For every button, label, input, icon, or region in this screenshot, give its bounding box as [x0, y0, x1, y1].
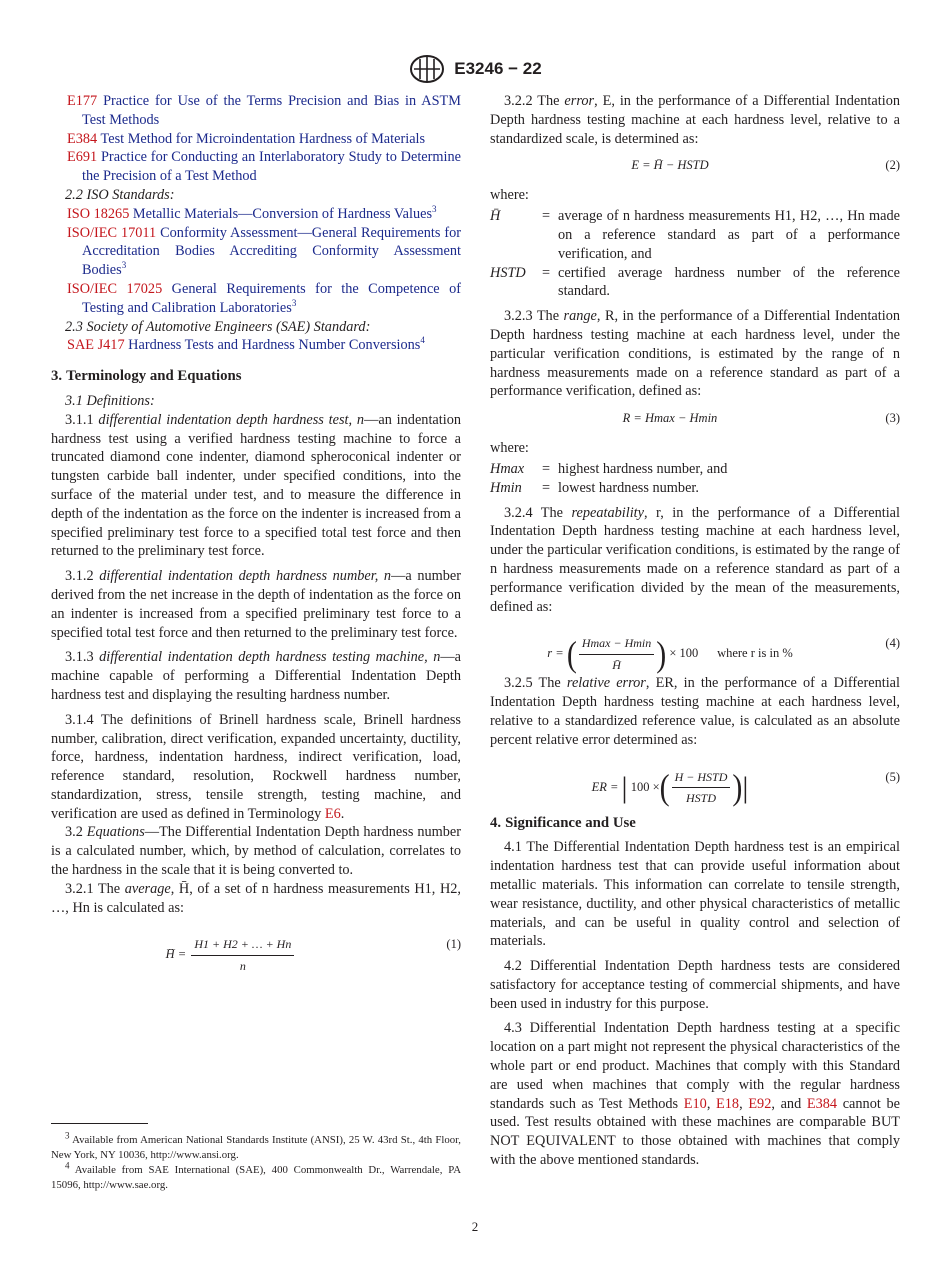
equation-3 — [490, 405, 900, 433]
reference-code[interactable]: ISO/IEC 17011 — [67, 224, 157, 241]
reference-title[interactable]: Metallic Materials—Conversion of Hardness Values — [129, 205, 433, 222]
definition-text: lowest hardness number. — [558, 479, 699, 496]
para-4-2: 4.2 Differential Indentation Depth hardness tests are considered satisfactory for acceptance testing of commercial shipments, and have been used in industry for this purpose. — [490, 958, 900, 1012]
footnote-marker: 3 — [121, 260, 127, 271]
eq3-number: (3) — [885, 411, 900, 426]
reference-code[interactable]: E177 — [67, 93, 98, 109]
reference-title[interactable]: General Requirements for the Competence of Testing and Calibration Laboratories — [82, 280, 461, 316]
eq4-note: where r is in % — [717, 646, 793, 661]
footnote-rule — [51, 1123, 148, 1124]
para-3-2: 3.2 Equations—The Differential Indentation Depth hardness number is a calculated number, which, by method of calculation, correlates to the hardness in the scale that it is being converted to. — [51, 824, 461, 879]
sae-standards-heading: 2.3 Society of Automotive Engineers (SAE) Standard: — [65, 318, 371, 335]
footnotes — [51, 1130, 461, 1193]
reference-item[interactable] — [51, 224, 461, 280]
section-4-heading: 4. Significance and Use — [490, 814, 636, 831]
para-3-1-4: 3.1.4 The definitions of Brinell hardness scale, Brinell hardness number, calibration, direct verification, expanded uncertainty, ductility, force, hardness, indentation hardness, indirect verification, load, reference standard, resolution, Rockwell hardness number, standardization, stress, tensile strength, testing machine, and verification are used as defined in Terminology E6. — [51, 711, 461, 822]
astm-logo — [408, 54, 446, 84]
reference-code[interactable]: E384 — [67, 130, 98, 147]
reference-item[interactable] — [51, 92, 461, 130]
where-label-2: where: — [490, 187, 529, 204]
eq4-multiplier: × 100 — [669, 646, 699, 661]
iso-standards-heading: 2.2 ISO Standards: — [65, 186, 175, 203]
page-header — [0, 54, 950, 84]
definition-text: highest hardness number, and — [558, 460, 728, 477]
para-3-2-1: 3.2.1 The average, H̄, of a set of n hardness measurements H1, H2, …, Hn is calculated as: — [51, 880, 461, 916]
eq1-numerator: H1 + H2 + … + Hn — [191, 935, 294, 956]
eq5-prefix: 100 × — [630, 779, 660, 794]
standard-designation: E3246 − 22 — [454, 59, 542, 78]
reference-title[interactable]: Practice for Use of the Terms Precision and Bias in ASTM Test Methods — [82, 93, 461, 128]
definition-symbol: Hmax — [490, 460, 525, 477]
definition-row — [490, 479, 900, 498]
eq2-number: (2) — [885, 158, 900, 173]
reference-item[interactable] — [51, 205, 461, 224]
eq5-denominator: HSTD — [686, 791, 717, 806]
definitions-eq3 — [490, 460, 900, 498]
section-3-heading: 3. Terminology and Equations — [51, 368, 242, 385]
reference-title[interactable]: Test Method for Microindentation Hardness of Materials — [97, 130, 426, 147]
definition-symbol: Hmin — [490, 479, 522, 496]
para-3-1-1: 3.1.1 differential indentation depth hardness test, n—an indentation hardness test using a verified hardness testing machine to force a truncated diamond cone indenter, diamond spheroconical indenter or tungsten carbide ball indenter, under specified conditions, into the surface of the material under test, and to measure the difference in depth of the indentation as the force on the indenter is increased from a specified preliminary test force to a specified total test force and then returned to the preliminary test force. — [51, 411, 462, 560]
footnote-3: $^3$ Available from American National Standards Institute (ANSI), 25 W. 43rd St., 4th Floor, New York, NY 10036, http://www.ansi.org. — [51, 1130, 461, 1161]
para-4-3: 4.3 Differential Indentation Depth hardness testing at a specific location on a part might not represent the physical characteristics of the whole part or end product. Machines that comply with this Standard are used when machines that comply with the regular hardness standards such as Test Methods E10, E18, E92, and E384 cannot be used. Test results obtained with these machines are comparable BUT NOT EQUIVALENT to those obtained with machines that comply with the above mentioned standards. — [490, 1020, 900, 1169]
definition-equals: = — [541, 264, 551, 281]
link-e10[interactable]: E10 — [683, 1095, 707, 1112]
equation-4 — [490, 620, 900, 674]
definition-text: average of n hardness measurements H1, H2, …, Hn made on a reference standard as part of a performance verification, and — [558, 208, 900, 262]
link-e384[interactable]: E384 — [806, 1095, 838, 1112]
eq5-right-paren: ) — [732, 767, 743, 808]
definition-equals: = — [541, 460, 551, 477]
page-number: 2 — [471, 1219, 479, 1234]
equation-2 — [490, 152, 900, 180]
eq5-left-bar: | — [621, 770, 628, 804]
eq4-left-paren: ( — [566, 634, 577, 674]
reference-title[interactable]: Hardness Tests and Hardness Number Conversions — [124, 337, 421, 354]
equation-1 — [51, 921, 461, 974]
para-3-1: 3.1 Definitions: — [65, 392, 155, 409]
reference-code[interactable]: ISO 18265 — [67, 205, 130, 222]
reference-list-astm — [51, 92, 461, 186]
right-column — [490, 92, 900, 1170]
definition-row — [490, 207, 900, 263]
eq5-left-paren: ( — [659, 767, 670, 808]
reference-item[interactable] — [51, 336, 461, 355]
eq4-right-paren: ) — [656, 634, 667, 674]
definition-row — [490, 460, 900, 479]
para-4-1: 4.1 The Differential Indentation Depth hardness test is an empirical indentation hardness test that can provide useful information about metallic materials. This information can correlate to tensile strength, wear resistance, ductility, and other physical characteristics of metallic materials, and can be useful in quality control and selection of materials. — [490, 839, 900, 950]
equation-5 — [490, 754, 900, 808]
footnote-marker: 3 — [432, 204, 437, 215]
eq4-lhs: r = — [547, 646, 564, 661]
para-3-2-4: 3.2.4 The repeatability, r, in the performance of a Differential Indentation Depth hardness testing machine at each hardness level, under the particular verification conditions, is estimated by the range of n hardness measurements made on a reference standard as part of a performance verification divided by the mean of the measurements, defined as: — [490, 504, 900, 615]
reference-title[interactable]: Conformity Assessment—General Requirements for Accreditation Bodies Accrediting Conformity Assessment Bodies — [82, 224, 461, 279]
eq3-expression: R = Hmax − Hmin — [622, 411, 718, 426]
left-column — [51, 92, 461, 975]
eq1-number: (1) — [446, 937, 461, 952]
definition-row — [490, 264, 900, 302]
footnote-4: $^4$ Available from SAE International (SAE), 400 Commonwealth Dr., Warrendale, PA 15096, http://www.sae.org. — [51, 1160, 461, 1191]
para-3-2-3: 3.2.3 The range, R, in the performance of a Differential Indentation Depth hardness testing machine at each hardness level, under the particular verification conditions, is estimated by the range of n hardness measurements made on a reference standard as part of a performance verification, defined as: — [490, 308, 901, 400]
reference-code[interactable]: ISO/IEC 17025 — [67, 280, 163, 297]
definition-equals: = — [541, 208, 551, 225]
definition-symbol: HSTD — [490, 264, 526, 281]
eq4-numerator: Hmax − Hmin — [579, 634, 654, 655]
reference-list-sae — [51, 336, 461, 355]
eq5-right-bar: | — [742, 770, 749, 804]
definition-equals: = — [541, 479, 551, 496]
eq1-lhs: H̄ = — [165, 947, 187, 962]
definition-text: certified average hardness number of the reference standard. — [558, 264, 900, 300]
para-3-2-5: 3.2.5 The relative error, ER, in the performance of a Differential Indentation Depth hardness testing machine at each hardness level, relative to a standardized reference value, is calculated as an absolute percent relative error determined as: — [490, 675, 900, 748]
eq2-expression: E = H̄ − HSTD — [631, 158, 709, 173]
eq1-denominator: n — [239, 959, 246, 974]
eq5-lhs: ER = — [591, 779, 619, 794]
link-e92[interactable]: E92 — [748, 1095, 772, 1112]
eq5-numerator: H − HSTD — [672, 768, 731, 789]
para-3-2-2: 3.2.2 The error, E, in the performance of a Differential Indentation Depth hardness testing machine at each hardness level, relative to a standardized scale, is determined as: — [490, 93, 900, 147]
reference-list-iso — [51, 205, 461, 318]
reference-item[interactable] — [51, 130, 461, 149]
link-e6[interactable]: E6 — [324, 805, 341, 822]
eq4-number: (4) — [885, 636, 900, 651]
reference-item[interactable] — [51, 148, 461, 186]
eq4-denominator: H̄ — [612, 658, 621, 673]
footnote-marker: 4 — [420, 335, 425, 346]
definitions-eq2 — [490, 207, 900, 301]
eq5-number: (5) — [885, 769, 900, 784]
reference-code[interactable]: E691 — [67, 149, 98, 166]
where-label-3: where: — [490, 440, 529, 457]
link-e18[interactable]: E18 — [716, 1095, 740, 1112]
reference-title[interactable]: Practice for Conducting an Interlaboratory Study to Determine the Precision of a Test Method — [82, 149, 461, 185]
definition-symbol: H̄ — [490, 208, 501, 225]
para-3-1-3: 3.1.3 differential indentation depth hardness testing machine, n—a machine capable of performing a Differential Indentation Depth hardness test and displaying the resulting hardness number. — [51, 649, 461, 703]
para-3-1-2: 3.1.2 differential indentation depth hardness number, n—a number derived from the net increase in the depth of indentation as the force on an indenter is increased from a specified preliminary test force to a specified total test force and then returned to the preliminary test force. — [51, 568, 462, 641]
reference-item[interactable] — [51, 280, 461, 318]
footnote-marker: 3 — [291, 298, 297, 308]
reference-code[interactable]: SAE J417 — [67, 337, 125, 354]
